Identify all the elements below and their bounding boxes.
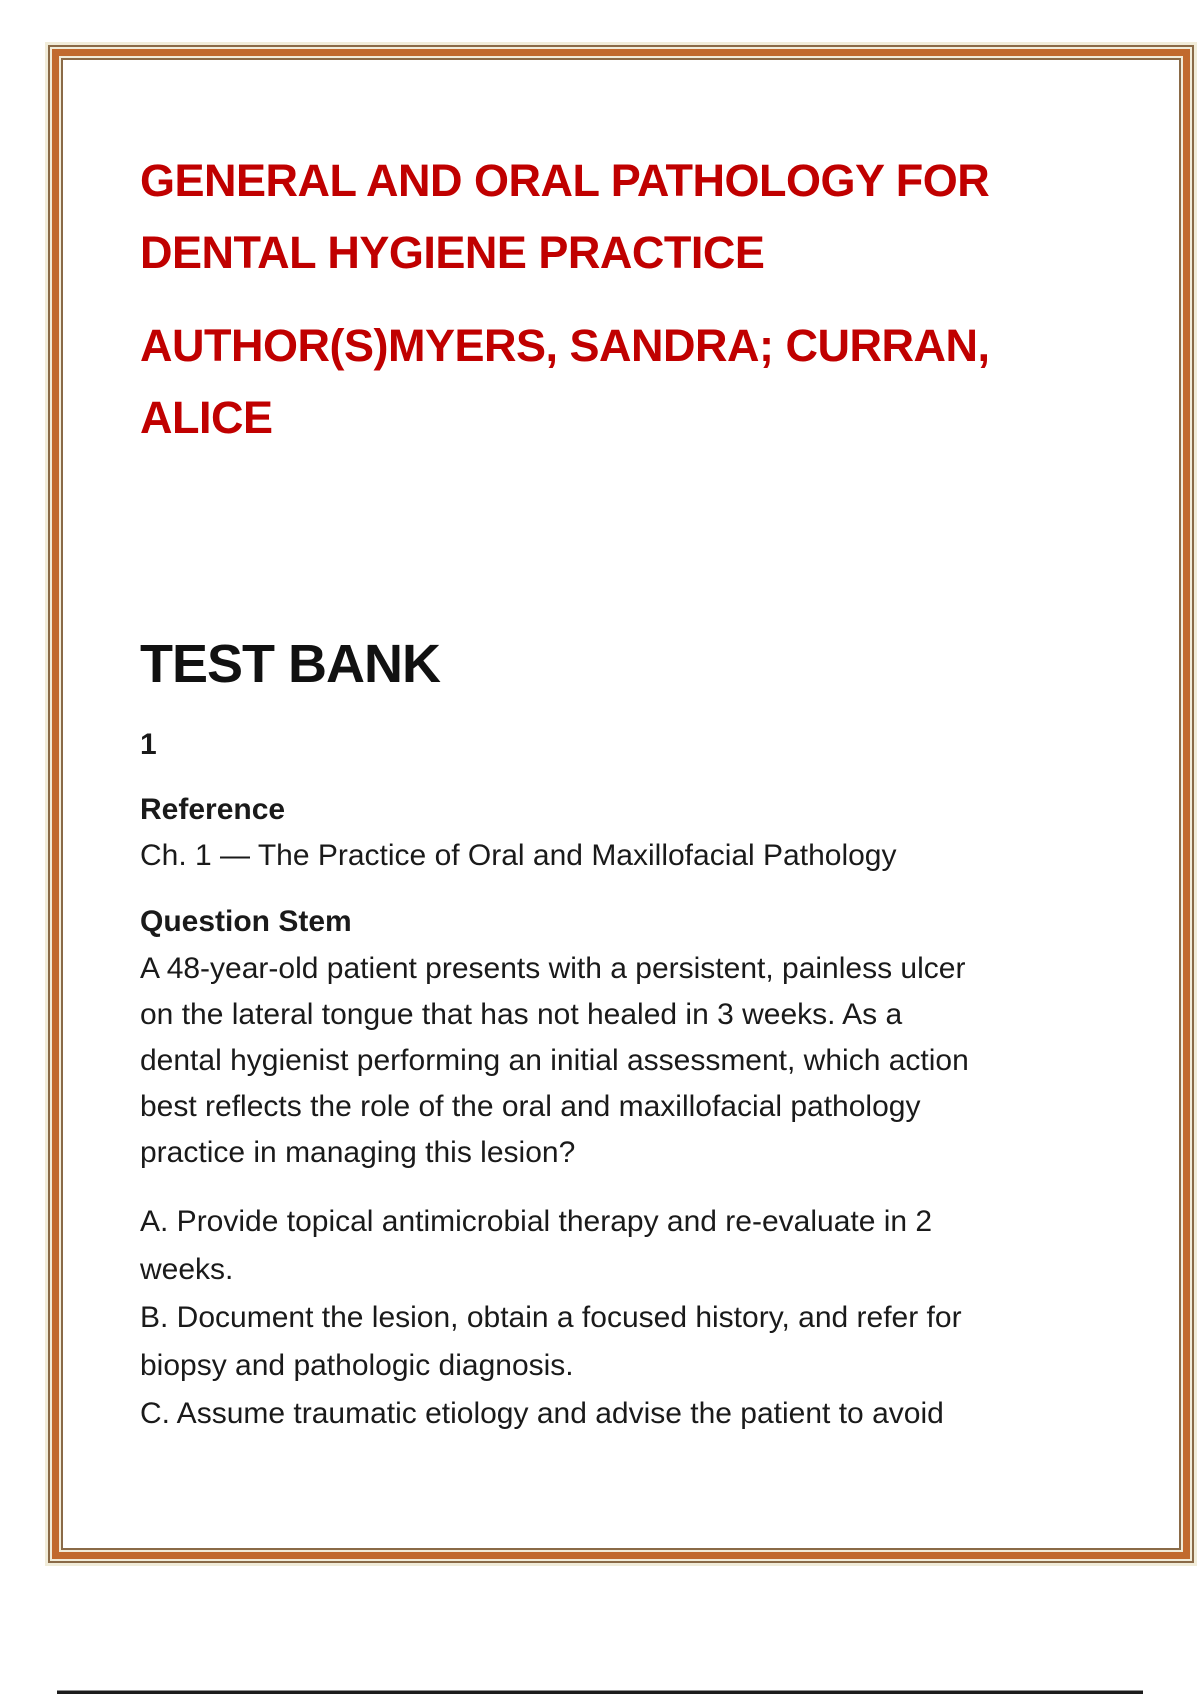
question-stem-line: dental hygienist performing an initial assessment, which action <box>140 1044 969 1077</box>
question-stem-line: on the lateral tongue that has not healed in 3 weeks. As a <box>140 998 903 1031</box>
answer-option-line: biopsy and pathologic diagnosis. <box>140 1349 574 1382</box>
section-heading: TEST BANK <box>140 634 440 694</box>
question-stem-line: A 48-year-old patient presents with a persistent, painless ulcer <box>140 952 966 985</box>
answer-option-line: B. Document the lesion, obtain a focused history, and refer for <box>140 1301 962 1334</box>
answer-option-line: A. Provide topical antimicrobial therapy and re-evaluate in 2 <box>140 1205 933 1238</box>
next-page-top-edge-line <box>57 1690 1143 1694</box>
book-authors-line-2: ALICE <box>140 392 273 443</box>
book-title-line-2: DENTAL HYGIENE PRACTICE <box>140 227 765 278</box>
question-stem-line: best reflects the role of the oral and maxillofacial pathology <box>140 1090 921 1123</box>
book-title <box>140 145 1140 289</box>
book-authors <box>140 310 1140 454</box>
answer-option-line: weeks. <box>140 1253 234 1286</box>
answer-options <box>140 1198 1140 1438</box>
answer-option-line: C. Assume traumatic etiology and advise the patient to avoid <box>140 1397 944 1430</box>
question-stem-line: practice in managing this lesion? <box>140 1136 576 1169</box>
reference-text: Ch. 1 — The Practice of Oral and Maxillofacial Pathology <box>140 839 897 872</box>
reference-label: Reference <box>140 793 286 826</box>
book-authors-line-1: AUTHOR(S)MYERS, SANDRA; CURRAN, <box>140 320 990 371</box>
question-number: 1 <box>140 728 157 761</box>
question-stem-text <box>140 946 1140 1176</box>
book-title-line-1: GENERAL AND ORAL PATHOLOGY FOR <box>140 155 990 206</box>
question-stem-label: Question Stem <box>140 905 352 938</box>
